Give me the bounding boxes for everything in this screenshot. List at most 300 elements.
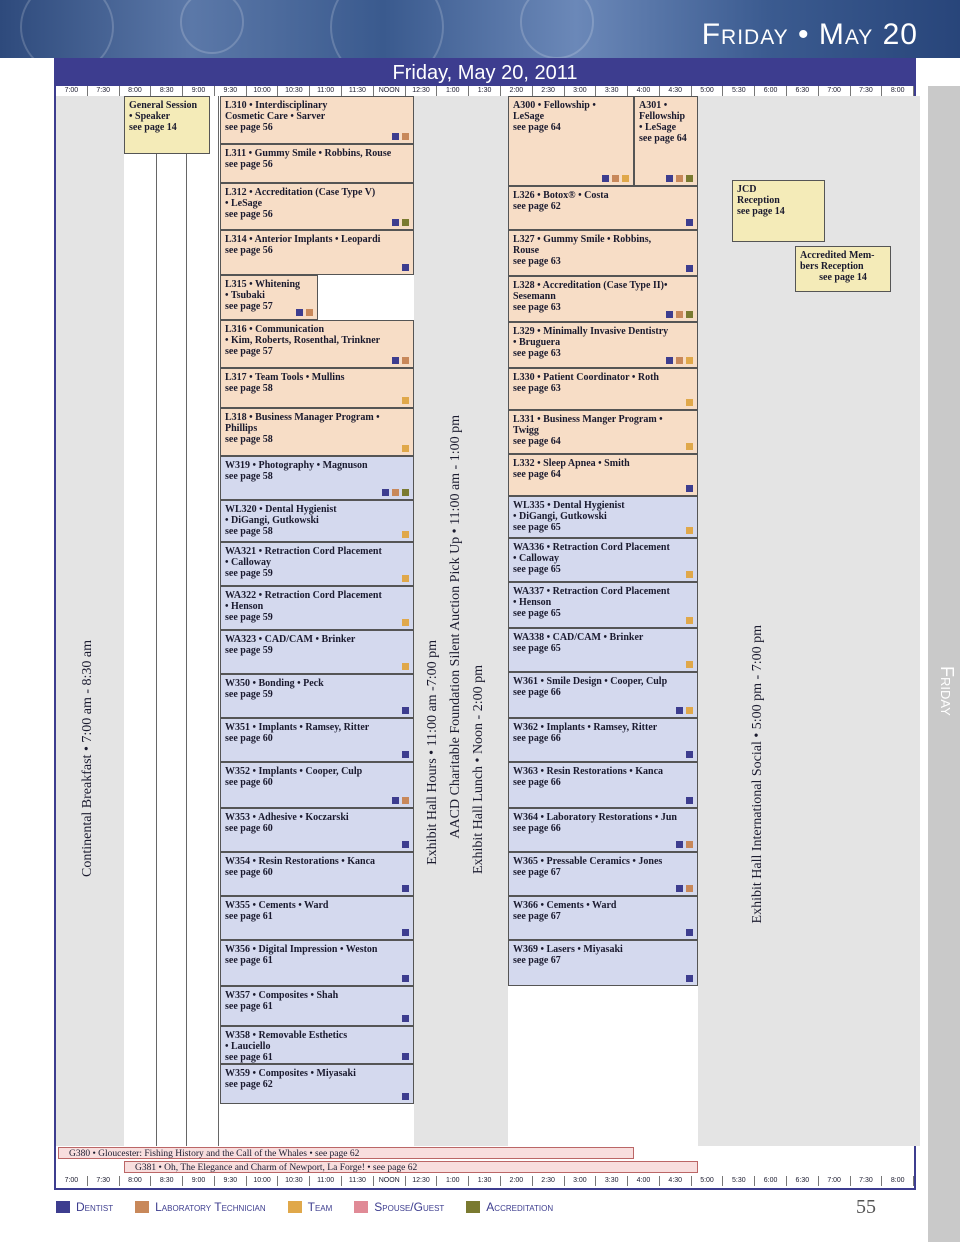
time-tick: 4:30 <box>660 86 692 96</box>
legend-swatch <box>135 1201 149 1213</box>
session-page: see page 56 <box>225 122 273 133</box>
session-w353[interactable] <box>220 808 414 852</box>
a301-title: A301 • <box>639 100 668 111</box>
guest-tour-g381[interactable]: G381 • Oh, The Elegance and Charm of Newport, La Forge! • see page 62 <box>124 1161 698 1173</box>
jcd-page: see page 14 <box>737 206 785 217</box>
session-w354[interactable] <box>220 852 414 896</box>
session-l326[interactable] <box>508 186 698 230</box>
session-title: L331 • Business Manger Program • <box>513 414 663 425</box>
time-axis-bottom <box>56 1176 914 1186</box>
session-page: see page 65 <box>513 522 561 533</box>
exhibit-hall-lunch: Exhibit Hall Lunch • Noon - 2:00 pm <box>471 665 486 875</box>
audience-marker <box>402 751 409 758</box>
session-a301[interactable] <box>634 96 698 186</box>
audience-marker <box>666 311 673 318</box>
legend-label: Team <box>307 1200 333 1214</box>
session-title: WA322 • Retraction Cord Placement <box>225 590 382 601</box>
legend-item <box>56 1200 113 1214</box>
lab-marker <box>676 175 683 182</box>
session-page: see page 59 <box>225 689 273 700</box>
time-tick: 11:00 <box>310 1176 342 1186</box>
session-w366[interactable] <box>508 896 698 940</box>
time-tick: 10:00 <box>247 86 279 96</box>
session-title: L318 • Business Manager Program • <box>225 412 380 423</box>
header-photo <box>0 0 960 58</box>
audience-marker <box>296 309 303 316</box>
session-title: WA337 • Retraction Cord Placement <box>513 586 670 597</box>
time-tick: 1:00 <box>437 1176 469 1186</box>
audience-marker <box>402 1053 409 1060</box>
session-page: see page 65 <box>513 564 561 575</box>
legend-item <box>288 1200 333 1214</box>
session-sub: Twigg <box>513 425 539 436</box>
legend-swatch <box>354 1201 368 1213</box>
legend <box>56 1200 553 1214</box>
audience-marker <box>686 399 693 406</box>
session-title: WL320 • Dental Hygienist <box>225 504 337 515</box>
time-tick: 2:30 <box>533 86 565 96</box>
session-l312[interactable] <box>220 183 414 230</box>
time-tick: 3:30 <box>596 86 628 96</box>
time-tick: 8:00 <box>120 1176 152 1186</box>
time-tick: 7:00 <box>56 1176 88 1186</box>
exhibit-hall-hours: Exhibit Hall Hours • 11:00 am -7:00 pm <box>425 640 440 865</box>
audience-marker <box>676 357 683 364</box>
session-page: see page 65 <box>513 643 561 654</box>
audience-marker <box>686 975 693 982</box>
audience-marker <box>686 751 693 758</box>
audience-marker <box>402 1093 409 1100</box>
accredited-title: Accredited Mem- <box>800 250 875 261</box>
audience-marker <box>402 489 409 496</box>
side-tab <box>928 86 960 1242</box>
a301-line2: Fellowship <box>639 111 686 122</box>
time-tick: 5:00 <box>692 86 724 96</box>
session-wa338[interactable] <box>508 628 698 672</box>
session-wa323[interactable] <box>220 630 414 674</box>
session-sub: • DiGangi, Gutkowski <box>225 515 319 526</box>
session-title: L327 • Gummy Smile • Robbins, <box>513 234 652 245</box>
jcd-reception[interactable] <box>732 180 825 242</box>
audience-marker <box>686 571 693 578</box>
session-title: WL335 • Dental Hygienist <box>513 500 625 511</box>
session-wl335[interactable] <box>508 496 698 538</box>
session-l315[interactable] <box>220 275 318 320</box>
time-tick: 7:30 <box>851 1176 883 1186</box>
time-tick: 10:00 <box>247 1176 279 1186</box>
session-title: L332 • Sleep Apnea • Smith <box>513 458 630 469</box>
time-tick: 7:30 <box>851 86 883 96</box>
general-session-title: General Session <box>129 100 198 111</box>
audience-marker <box>686 265 693 272</box>
audience-marker <box>686 885 693 892</box>
audience-marker <box>686 661 693 668</box>
session-page: see page 67 <box>513 955 561 966</box>
session-sub: • Henson <box>513 597 552 608</box>
time-tick: 3:30 <box>596 1176 628 1186</box>
audience-marker <box>686 929 693 936</box>
grid-line <box>186 96 187 1146</box>
session-l311[interactable] <box>220 144 414 183</box>
audience-marker <box>402 929 409 936</box>
session-l331[interactable] <box>508 410 698 454</box>
audience-marker <box>392 133 399 140</box>
session-wa322[interactable] <box>220 586 414 630</box>
session-l327[interactable] <box>508 230 698 276</box>
session-w350[interactable] <box>220 674 414 718</box>
session-page: see page 63 <box>513 348 561 359</box>
side-tab-label: Friday <box>937 666 957 716</box>
time-tick: 9:00 <box>183 1176 215 1186</box>
time-tick: 5:00 <box>692 1176 724 1186</box>
time-tick: 3:00 <box>565 1176 597 1186</box>
session-page: see page 56 <box>225 159 273 170</box>
session-title: A300 • Fellowship • <box>513 100 596 111</box>
session-title: L328 • Accreditation (Case Type II)• <box>513 280 668 291</box>
audience-marker <box>686 443 693 450</box>
audience-marker <box>402 707 409 714</box>
session-page: see page 58 <box>225 471 273 482</box>
grid-line <box>156 96 157 1146</box>
session-page: see page 60 <box>225 733 273 744</box>
audience-marker <box>686 357 693 364</box>
session-sub: • LeSage <box>225 198 263 209</box>
session-page: see page 62 <box>513 201 561 212</box>
session-page: see page 60 <box>225 867 273 878</box>
session-wl320[interactable] <box>220 500 414 542</box>
audience-marker <box>676 707 683 714</box>
audience-marker <box>402 531 409 538</box>
session-page: see page 63 <box>513 302 561 313</box>
time-tick: 11:30 <box>342 1176 374 1186</box>
legend-swatch <box>288 1201 302 1213</box>
accredited-sub: bers Reception <box>800 261 864 272</box>
session-l314[interactable] <box>220 230 414 275</box>
session-page: see page 58 <box>225 383 273 394</box>
session-title: W358 • Removable Esthetics <box>225 1030 348 1041</box>
session-title: W352 • Implants • Cooper, Culp <box>225 766 363 777</box>
session-title: W319 • Photography • Magnuson <box>225 460 368 471</box>
session-title: L311 • Gummy Smile • Robbins, Rouse <box>225 148 392 159</box>
time-tick: 7:30 <box>88 1176 120 1186</box>
session-l316[interactable] <box>220 320 414 368</box>
session-l318[interactable] <box>220 408 414 456</box>
audience-marker <box>686 617 693 624</box>
session-title: L326 • Botox® • Costa <box>513 190 609 201</box>
session-w362[interactable] <box>508 718 698 762</box>
time-tick: 11:00 <box>310 86 342 96</box>
session-title: W362 • Implants • Ramsey, Ritter <box>513 722 658 733</box>
session-wa321[interactable] <box>220 542 414 586</box>
legend-swatch <box>56 1201 70 1213</box>
session-title: WA323 • CAD/CAM • Brinker <box>225 634 356 645</box>
audience-marker <box>676 885 683 892</box>
session-wa337[interactable] <box>508 582 698 628</box>
session-sub: Sesemann <box>513 291 556 302</box>
audience-marker <box>402 133 409 140</box>
session-page: see page 59 <box>225 568 273 579</box>
dentist-marker <box>666 175 673 182</box>
session-page: see page 66 <box>513 823 561 834</box>
audience-marker <box>402 619 409 626</box>
session-w361[interactable] <box>508 672 698 718</box>
time-tick: 2:00 <box>501 86 533 96</box>
session-title: W363 • Resin Restorations • Kanca <box>513 766 664 777</box>
time-tick: 10:30 <box>278 1176 310 1186</box>
a301-line3: • LeSage <box>639 122 677 133</box>
time-tick: 6:30 <box>787 86 819 96</box>
time-tick: 6:30 <box>787 1176 819 1186</box>
session-w319[interactable] <box>220 456 414 500</box>
audience-marker <box>686 707 693 714</box>
session-title: W353 • Adhesive • Koczarski <box>225 812 349 823</box>
audience-marker <box>402 264 409 271</box>
time-tick: 9:30 <box>215 86 247 96</box>
session-page: see page 66 <box>513 687 561 698</box>
session-page: see page 64 <box>513 122 561 133</box>
audience-marker <box>686 219 693 226</box>
session-sub: • Kim, Roberts, Rosenthal, Trinkner <box>225 335 381 346</box>
session-page: see page 66 <box>513 733 561 744</box>
audience-marker <box>402 885 409 892</box>
time-tick: 7:00 <box>819 1176 851 1186</box>
session-page: see page 59 <box>225 645 273 656</box>
audience-marker <box>392 797 399 804</box>
audience-marker <box>402 357 409 364</box>
session-title: L314 • Anterior Implants • Leopardi <box>225 234 381 245</box>
international-social: Exhibit Hall International Social • 5:00 pm - 7:00 pm <box>750 625 765 924</box>
day-title: Friday, May 20, 2011 <box>54 58 916 86</box>
session-sub: • Tsubaki <box>225 290 265 301</box>
time-tick: 8:30 <box>151 1176 183 1186</box>
session-l330[interactable] <box>508 368 698 410</box>
session-w363[interactable] <box>508 762 698 808</box>
session-title: W359 • Composites • Miyasaki <box>225 1068 356 1079</box>
time-tick: 4:00 <box>628 86 660 96</box>
time-axis-top <box>56 86 914 96</box>
time-tick: 6:00 <box>755 1176 787 1186</box>
session-page: see page 60 <box>225 823 273 834</box>
session-w359[interactable] <box>220 1064 414 1104</box>
session-page: see page 61 <box>225 911 273 922</box>
session-title: WA321 • Retraction Cord Placement <box>225 546 382 557</box>
session-a300[interactable] <box>508 96 634 186</box>
session-sub: Cosmetic Care • Sarver <box>225 111 326 122</box>
session-page: see page 64 <box>513 436 561 447</box>
session-page: see page 66 <box>513 777 561 788</box>
session-page: see page 63 <box>513 383 561 394</box>
session-title: W355 • Cements • Ward <box>225 900 329 911</box>
session-title: L330 • Patient Coordinator • Roth <box>513 372 659 383</box>
session-title: W354 • Resin Restorations • Kanca <box>225 856 376 867</box>
session-title: WA338 • CAD/CAM • Brinker <box>513 632 644 643</box>
time-tick: 5:30 <box>723 86 755 96</box>
general-session-page: see page 14 <box>129 122 177 133</box>
time-tick: 7:30 <box>88 86 120 96</box>
session-title: L329 • Minimally Invasive Dentistry <box>513 326 669 337</box>
session-page: see page 57 <box>225 346 273 357</box>
time-tick: 8:00 <box>882 1176 914 1186</box>
time-tick: 11:30 <box>342 86 374 96</box>
session-page: see page 57 <box>225 301 273 312</box>
time-tick: 3:00 <box>565 86 597 96</box>
silent-auction: AACD Charitable Foundation Silent Auction Pick Up • 11:00 am - 1:00 pm <box>448 415 463 839</box>
legend-label: Accreditation <box>486 1200 554 1214</box>
audience-marker <box>382 489 389 496</box>
audience-marker <box>676 841 683 848</box>
session-title: L316 • Communication <box>225 324 325 335</box>
session-sub: Phillips <box>225 423 258 434</box>
audience-marker <box>402 841 409 848</box>
session-w365[interactable] <box>508 852 698 896</box>
audience-marker <box>402 445 409 452</box>
session-w352[interactable] <box>220 762 414 808</box>
time-tick: NOON <box>374 86 406 96</box>
legend-swatch <box>466 1201 480 1213</box>
session-title: W364 • Laboratory Restorations • Jun <box>513 812 677 823</box>
audience-marker <box>686 797 693 804</box>
jcd-title: JCD <box>737 184 757 195</box>
time-tick: 5:30 <box>723 1176 755 1186</box>
time-tick: 9:30 <box>215 1176 247 1186</box>
session-page: see page 60 <box>225 777 273 788</box>
guest-tour-g380[interactable]: G380 • Gloucester: Fishing History and the Call of the Whales • see page 62 <box>58 1147 634 1159</box>
accreditation-marker <box>686 175 693 182</box>
time-tick: 9:00 <box>183 86 215 96</box>
time-tick: NOON <box>374 1176 406 1186</box>
audience-marker <box>402 975 409 982</box>
session-title: W351 • Implants • Ramsey, Ritter <box>225 722 370 733</box>
audience-marker <box>686 311 693 318</box>
session-sub: • Lauciello <box>225 1041 271 1052</box>
time-tick: 4:30 <box>660 1176 692 1186</box>
accredited-reception[interactable] <box>795 246 891 292</box>
audience-marker <box>392 357 399 364</box>
session-title: W356 • Digital Impression • Weston <box>225 944 378 955</box>
legend-item <box>466 1200 553 1214</box>
audience-marker <box>392 219 399 226</box>
audience-marker <box>402 663 409 670</box>
session-l328[interactable] <box>508 276 698 322</box>
session-w351[interactable] <box>220 718 414 762</box>
session-page: see page 67 <box>513 911 561 922</box>
session-l332[interactable] <box>508 454 698 496</box>
session-l329[interactable] <box>508 322 698 368</box>
session-w357[interactable] <box>220 986 414 1026</box>
session-page: see page 61 <box>225 1052 273 1063</box>
time-tick: 1:30 <box>469 86 501 96</box>
session-wa336[interactable] <box>508 538 698 582</box>
session-w369[interactable] <box>508 940 698 986</box>
general-session[interactable] <box>124 96 210 154</box>
audience-marker <box>402 397 409 404</box>
session-title: W357 • Composites • Shah <box>225 990 339 1001</box>
session-page: see page 56 <box>225 209 273 220</box>
session-title: W350 • Bonding • Peck <box>225 678 324 689</box>
time-tick: 12:30 <box>406 86 438 96</box>
time-tick: 6:00 <box>755 86 787 96</box>
session-title: L310 • Interdisciplinary <box>225 100 328 111</box>
audience-marker <box>402 219 409 226</box>
session-title: W361 • Smile Design • Cooper, Culp <box>513 676 668 687</box>
audience-marker <box>686 841 693 848</box>
audience-marker <box>402 797 409 804</box>
session-sub: Rouse <box>513 245 540 256</box>
jcd-sub: Reception <box>737 195 780 206</box>
legend-item <box>135 1200 265 1214</box>
session-page: see page 64 <box>513 469 561 480</box>
session-page: see page 61 <box>225 955 273 966</box>
session-title: L312 • Accreditation (Case Type V) <box>225 187 376 198</box>
session-title: L315 • Whitening <box>225 279 300 290</box>
session-l317[interactable] <box>220 368 414 408</box>
session-page: see page 65 <box>513 608 561 619</box>
time-tick: 7:00 <box>819 86 851 96</box>
session-page: see page 58 <box>225 526 273 537</box>
audience-marker <box>392 489 399 496</box>
page-number: 55 <box>856 1196 876 1218</box>
session-l310[interactable] <box>220 96 414 144</box>
legend-label: Spouse/Guest <box>374 1200 445 1214</box>
session-sub: • Calloway <box>513 553 560 564</box>
time-tick: 8:00 <box>882 86 914 96</box>
session-w358[interactable] <box>220 1026 414 1064</box>
session-title: W366 • Cements • Ward <box>513 900 617 911</box>
session-sub: • Bruguera <box>513 337 561 348</box>
audience-marker <box>402 575 409 582</box>
session-sub: • DiGangi, Gutkowski <box>513 511 607 522</box>
session-page: see page 63 <box>513 256 561 267</box>
breakfast-column <box>56 96 124 1146</box>
time-tick: 10:30 <box>278 86 310 96</box>
grid-line <box>218 96 219 1146</box>
session-page: see page 59 <box>225 612 273 623</box>
time-tick: 1:30 <box>469 1176 501 1186</box>
session-title: L317 • Team Tools • Mullins <box>225 372 345 383</box>
audience-marker <box>602 175 609 182</box>
time-tick: 12:30 <box>406 1176 438 1186</box>
audience-marker <box>622 175 629 182</box>
legend-item <box>354 1200 444 1214</box>
session-w356[interactable] <box>220 940 414 986</box>
time-tick: 7:00 <box>56 86 88 96</box>
session-w364[interactable] <box>508 808 698 852</box>
session-w355[interactable] <box>220 896 414 940</box>
general-session-sub: • Speaker <box>129 111 171 122</box>
session-sub: LeSage <box>513 111 545 122</box>
audience-marker <box>686 485 693 492</box>
session-page: see page 67 <box>513 867 561 878</box>
time-tick: 8:00 <box>120 86 152 96</box>
audience-marker <box>676 311 683 318</box>
session-title: W369 • Lasers • Miyasaki <box>513 944 623 955</box>
audience-marker <box>612 175 619 182</box>
audience-marker <box>666 357 673 364</box>
audience-marker <box>306 309 313 316</box>
time-tick: 2:30 <box>533 1176 565 1186</box>
accredited-page: see page 14 <box>819 272 867 283</box>
legend-label: Dentist <box>76 1200 114 1214</box>
a301-page: see page 64 <box>639 133 687 144</box>
legend-label: Laboratory Technician <box>155 1200 266 1214</box>
time-tick: 2:00 <box>501 1176 533 1186</box>
time-tick: 1:00 <box>437 86 469 96</box>
time-tick: 8:30 <box>151 86 183 96</box>
page-header-title: Friday • May 20 <box>701 18 918 51</box>
breakfast-label: Continental Breakfast • 7:00 am - 8:30 am <box>80 640 95 878</box>
audience-marker <box>686 527 693 534</box>
time-tick: 4:00 <box>628 1176 660 1186</box>
